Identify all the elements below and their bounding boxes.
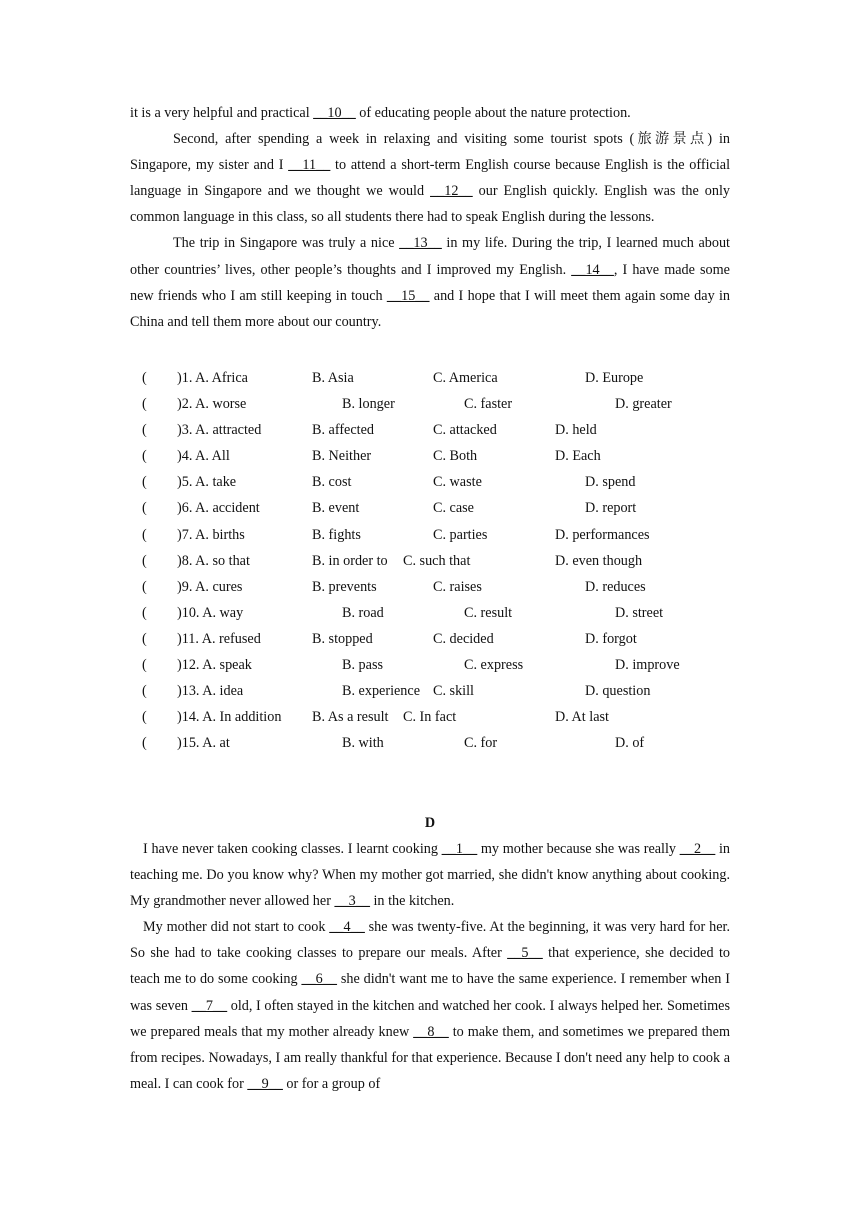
option-c: C. attacked xyxy=(433,422,497,439)
question-row xyxy=(130,548,730,574)
question-stem-option-a: )3. A. attracted xyxy=(177,422,262,439)
question-list xyxy=(130,365,730,756)
answer-paren[interactable]: ( xyxy=(142,657,147,674)
question-stem-option-a: )9. A. cures xyxy=(177,578,243,595)
answer-blank[interactable]: __10__ xyxy=(313,105,356,121)
paragraph-text: to make them, and sometimes we prepared them from recipes. Nowadays, I am really thankful for that experience. Because I don't need any help to cook a meal. I can cook for xyxy=(130,1023,730,1092)
option-c: C. skill xyxy=(433,683,474,700)
option-c: C. faster xyxy=(464,396,513,413)
option-d: D. held xyxy=(555,422,597,439)
paragraph-text: or for a group of xyxy=(282,1075,381,1092)
answer-blank[interactable]: __15__ xyxy=(386,287,430,304)
option-c: C. case xyxy=(433,500,474,517)
passage-c xyxy=(130,100,730,335)
answer-paren[interactable]: ( xyxy=(142,448,147,465)
paragraph-text: to attend a short-term English course because English is the official language in Singapore and we thought we would xyxy=(130,157,731,200)
answer-paren[interactable]: ( xyxy=(142,578,147,595)
option-c: C. waste xyxy=(433,474,482,491)
option-d: D. forgot xyxy=(585,630,637,647)
paragraph-text: my mother because she was really xyxy=(477,841,680,857)
answer-blank[interactable]: __2__ xyxy=(679,841,716,857)
option-b: B. event xyxy=(312,500,360,517)
option-d: D. spend xyxy=(585,474,636,491)
answer-blank[interactable]: __1__ xyxy=(441,841,478,857)
paragraph-text: in my life. During the trip, I learned much about other countries’ lives, other people’s thoughts and I improved my English. xyxy=(130,235,730,278)
question-stem-option-a: )1. A. Africa xyxy=(177,370,248,386)
answer-paren[interactable]: ( xyxy=(142,709,147,726)
option-d: D. At last xyxy=(555,709,609,726)
answer-blank[interactable]: __12__ xyxy=(430,183,473,200)
answer-blank[interactable]: __13__ xyxy=(399,235,442,252)
passage-c-paragraph-2 xyxy=(130,126,730,230)
question-stem-option-a: )12. A. speak xyxy=(177,657,252,674)
option-b: B. affected xyxy=(312,422,374,439)
question-stem-option-a: )10. A. way xyxy=(177,604,244,621)
answer-paren[interactable]: ( xyxy=(142,474,147,491)
question-stem-option-a: )7. A. births xyxy=(177,526,245,543)
question-row xyxy=(130,626,730,652)
answer-paren[interactable]: ( xyxy=(142,604,147,621)
option-c: C. raises xyxy=(433,578,482,595)
option-d: D. performances xyxy=(555,526,650,543)
option-c: C. express xyxy=(464,657,524,674)
question-stem-option-a: )11. A. refused xyxy=(177,630,261,647)
paragraph-text: Second, after spending a week in relaxing and visiting some tourist spots (旅游景点) in Singapore, my sister and I xyxy=(130,131,730,174)
section-title: D xyxy=(424,815,436,831)
option-b: B. Asia xyxy=(312,370,354,386)
paragraph-text: in the kitchen. xyxy=(369,893,455,910)
answer-blank[interactable]: __4__ xyxy=(329,919,365,936)
option-c: C. decided xyxy=(433,630,494,647)
question-row xyxy=(130,391,730,417)
answer-paren[interactable]: ( xyxy=(142,683,147,700)
answer-paren[interactable]: ( xyxy=(142,526,147,543)
question-row xyxy=(130,469,730,495)
question-stem-option-a: )6. A. accident xyxy=(177,500,260,517)
option-b: B. road xyxy=(342,604,384,621)
paragraph-text: she didn't want me to have the same experience. I remember when I was seven xyxy=(130,971,730,1014)
paragraph-text: old, I often stayed in the kitchen and watched her cook. I always helped her. Sometimes we prepared meals that my mother already knew xyxy=(130,997,730,1040)
question-row xyxy=(130,417,730,443)
answer-blank[interactable]: __7__ xyxy=(191,997,228,1014)
option-b: B. Neither xyxy=(312,448,372,465)
answer-paren[interactable]: ( xyxy=(142,552,147,569)
passage-c-paragraph-1 xyxy=(130,100,730,126)
option-b: B. As a result xyxy=(312,709,389,726)
paragraph-text: it is a very helpful and practical xyxy=(130,105,314,121)
option-b: B. cost xyxy=(312,474,352,491)
question-row xyxy=(130,678,730,704)
option-b: B. fights xyxy=(312,526,361,543)
question-stem-option-a: )13. A. idea xyxy=(177,683,244,700)
answer-blank[interactable]: __3__ xyxy=(334,893,370,910)
answer-blank[interactable]: __6__ xyxy=(301,971,337,988)
option-d: D. even though xyxy=(555,552,643,569)
question-row xyxy=(130,704,730,730)
question-stem-option-a: )14. A. In addition xyxy=(177,709,282,726)
answer-blank[interactable]: __11__ xyxy=(288,157,331,174)
paragraph-text: The trip in Singapore was truly a nice xyxy=(173,235,400,252)
question-stem-option-a: )4. A. All xyxy=(177,448,230,465)
option-d: D. Europe xyxy=(585,370,644,386)
paragraph-text: and I hope that I will meet them again some day in China and tell them more about our country. xyxy=(130,287,730,330)
answer-blank[interactable]: __9__ xyxy=(247,1075,283,1092)
option-b: B. experience xyxy=(342,683,420,700)
paragraph-text: she was twenty-five. At the beginning, it was very hard for her. So she had to take cooking classes to prepare our meals. After xyxy=(130,919,730,962)
option-c: C. In fact xyxy=(403,709,457,726)
question-stem-option-a: )15. A. at xyxy=(177,735,230,752)
option-c: C. result xyxy=(464,604,513,621)
answer-paren[interactable]: ( xyxy=(142,500,147,517)
paragraph-text: in teaching me. Do you know why? When my mother got married, she didn't know anything about cooking. My grandmother never allowed her xyxy=(130,841,730,910)
option-d: D. question xyxy=(585,683,651,700)
option-c: C. for xyxy=(464,735,498,752)
question-stem-option-a: )5. A. take xyxy=(177,474,237,491)
paragraph-text: My mother did not start to cook xyxy=(143,919,330,936)
paragraph-text: , I have made some new friends who I am still keeping in touch xyxy=(130,261,730,304)
option-b: B. with xyxy=(342,735,384,752)
question-row xyxy=(130,574,730,600)
answer-paren[interactable]: ( xyxy=(142,370,147,386)
option-b: B. prevents xyxy=(312,578,377,595)
option-c: C. such that xyxy=(403,552,471,569)
passage-c-paragraph-3 xyxy=(130,230,730,334)
answer-paren[interactable]: ( xyxy=(142,735,147,752)
option-d: D. Each xyxy=(555,448,601,465)
paragraph-text: that experience, she decided to teach me to do some cooking xyxy=(130,945,730,988)
question-row xyxy=(130,495,730,521)
option-d: D. reduces xyxy=(585,578,646,595)
answer-blank[interactable]: __14__ xyxy=(571,261,614,278)
passage-d-paragraph-1 xyxy=(130,836,730,914)
option-c: C. parties xyxy=(433,526,488,543)
question-row xyxy=(130,730,730,756)
option-d: D. report xyxy=(585,500,637,517)
paragraph-text: I have never taken cooking classes. I learnt cooking xyxy=(143,841,442,857)
option-c: C. America xyxy=(433,370,498,386)
answer-paren[interactable]: ( xyxy=(142,396,147,413)
paragraph-text: our English quickly. English was the only common language in this class, so all students there had to speak English during the lessons. xyxy=(130,183,730,226)
question-stem-option-a: )2. A. worse xyxy=(177,396,247,413)
question-row xyxy=(130,652,730,678)
option-b: B. stopped xyxy=(312,630,373,647)
question-row xyxy=(130,443,730,469)
option-c: C. Both xyxy=(433,448,478,465)
option-d: D. street xyxy=(615,604,664,621)
option-d: D. improve xyxy=(615,657,680,674)
option-d: D. greater xyxy=(615,396,672,413)
question-row xyxy=(130,365,730,391)
answer-blank[interactable]: __8__ xyxy=(413,1023,449,1040)
answer-paren[interactable]: ( xyxy=(142,630,147,647)
answer-blank[interactable]: __5__ xyxy=(507,945,543,962)
option-b: B. in order to xyxy=(312,552,388,569)
question-row xyxy=(130,600,730,626)
paragraph-text: of educating people about the nature protection. xyxy=(355,105,631,121)
option-b: B. longer xyxy=(342,396,395,413)
passage-d xyxy=(130,836,730,1097)
option-b: B. pass xyxy=(342,657,383,674)
answer-paren[interactable]: ( xyxy=(142,422,147,439)
question-stem-option-a: )8. A. so that xyxy=(177,552,250,569)
question-row xyxy=(130,522,730,548)
passage-d-paragraph-2 xyxy=(130,914,730,1097)
option-d: D. of xyxy=(615,735,645,752)
